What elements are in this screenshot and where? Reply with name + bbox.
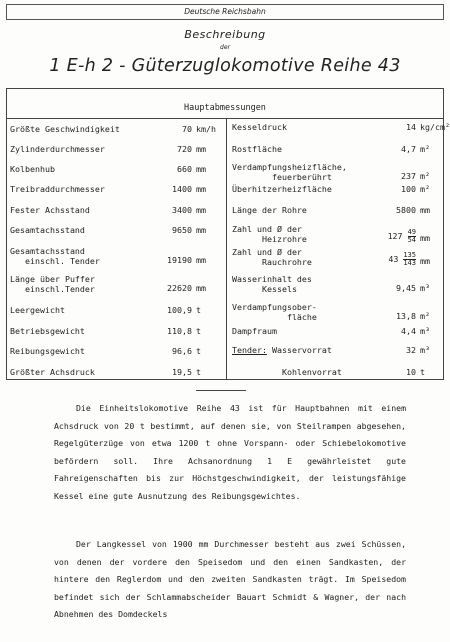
row-label-text: Größter Achsdruck <box>10 367 95 377</box>
row-unit: mm <box>196 205 206 215</box>
row-label-text: Gesamtachsstand <box>10 225 85 235</box>
row-value-number: 3400 <box>172 205 192 215</box>
row-label <box>232 275 312 294</box>
railway-name: Deutsche Reichsbahn <box>184 7 266 16</box>
row-label <box>232 163 347 182</box>
row-unit: m² <box>420 311 430 321</box>
row-value-number: 720 <box>177 144 192 154</box>
row-label-text: Wasserinhalt des Kessels <box>232 274 312 294</box>
row-value <box>401 145 416 155</box>
beschreibung-heading: Beschreibung <box>184 28 266 41</box>
row-label-text: Zahl und Ø der Rauchrohre <box>232 247 312 267</box>
row-label <box>232 225 307 244</box>
table-right-column <box>232 118 450 380</box>
row-value <box>401 172 416 182</box>
row-value <box>167 284 192 294</box>
row-value <box>167 306 192 316</box>
row-value-number: 19190 <box>167 255 192 265</box>
row-value <box>172 185 192 195</box>
row-value <box>172 206 192 216</box>
row-unit: t <box>196 326 201 336</box>
row-value <box>172 347 192 357</box>
row-value-number: 110,8 <box>167 326 192 336</box>
row-value <box>177 165 192 175</box>
row-label-text: Rostfläche <box>232 144 282 154</box>
row-unit: m³ <box>420 283 430 293</box>
row-value-number: 100,9 <box>167 305 192 315</box>
row-label <box>10 347 85 357</box>
row-label-text: Verdampfungsober- fläche <box>232 302 317 322</box>
row-value <box>177 145 192 155</box>
row-label <box>10 327 85 337</box>
diameter-fraction <box>403 252 416 267</box>
row-label <box>232 185 332 195</box>
row-label <box>232 303 317 322</box>
page-title: 1 E-h 2 - Güterzuglokomotive Reihe 43 <box>49 56 401 76</box>
header-box <box>6 4 444 20</box>
row-label-text: Betriebsgewicht <box>10 326 85 336</box>
row-unit: t <box>196 305 201 315</box>
fraction-denominator: 143 <box>403 259 416 267</box>
row-label-text: Zahl und Ø der Heizrohre <box>232 224 307 244</box>
row-unit: mm <box>420 205 430 215</box>
row-value-number: 127 <box>387 231 403 241</box>
fraction-denominator: 54 <box>407 236 416 244</box>
diameter-fraction <box>408 229 416 244</box>
table-column-divider <box>226 118 227 380</box>
row-unit: m³ <box>420 326 430 336</box>
row-unit: t <box>196 367 201 377</box>
row-unit: mm <box>196 255 206 265</box>
paragraph-2: Der Langkessel von 1900 mm Durchmesser besteht aus zwei Schüssen, von denen der vordere den Speisedom und den einen Sandkasten, der hintere den Reglerdom und den zweiten Sandkasten trägt. Im Speisedom befindet sich der Schlammabscheider Bauart Schmidt & Wagner, der nach Abnehmen des Domdeckels <box>54 539 406 619</box>
row-label <box>10 185 105 195</box>
row-value-number: 1400 <box>172 184 192 194</box>
row-value <box>167 256 192 266</box>
row-label-text: Reibungsgewicht <box>10 346 85 356</box>
row-label-text: Leergewicht <box>10 305 65 315</box>
row-label-text: Dampfraum <box>232 326 277 336</box>
row-value <box>396 312 416 322</box>
row-value-number: 10 <box>406 367 416 377</box>
row-unit: t <box>420 367 425 377</box>
row-label <box>10 145 105 155</box>
row-value-number: 14 <box>406 122 416 132</box>
row-value-number: 19,5 <box>172 367 192 377</box>
row-label <box>232 327 277 337</box>
row-label <box>10 247 100 266</box>
row-unit: m³ <box>420 345 430 355</box>
row-label <box>10 226 85 236</box>
row-label <box>232 368 342 378</box>
row-value-number: 100 <box>401 184 416 194</box>
row-value <box>401 185 416 195</box>
row-value <box>172 226 192 236</box>
row-unit: m² <box>420 171 430 181</box>
row-unit: mm <box>196 164 206 174</box>
fraction-numerator: 49 <box>407 228 416 236</box>
row-label-text: Gesamtachsstand einschl. Tender <box>10 246 100 266</box>
row-value <box>406 368 416 378</box>
row-value <box>401 327 416 337</box>
row-unit: mm <box>196 184 206 194</box>
row-label <box>232 123 287 133</box>
row-value-number: 96,6 <box>172 346 192 356</box>
row-value <box>172 368 192 378</box>
row-value-number: 660 <box>177 164 192 174</box>
row-label <box>10 165 55 175</box>
row-label-text: Kohlenvorrat <box>232 367 342 377</box>
row-unit: mm <box>196 225 206 235</box>
row-label-text: Kolbenhub <box>10 164 55 174</box>
row-label-text: Verdampfungsheizfläche, feuerberührt <box>232 162 347 182</box>
table-heading: Hauptabmessungen <box>184 103 266 113</box>
row-unit: kg/cm² <box>420 122 450 132</box>
row-label-text: Größte Geschwindigkeit <box>10 124 120 134</box>
row-value <box>406 123 416 133</box>
row-label-text: Wasservorrat <box>266 345 332 355</box>
tender-label: Tender: <box>232 345 267 355</box>
row-label <box>10 125 120 135</box>
row-unit: m² <box>420 144 430 154</box>
row-value-number: 32 <box>406 345 416 355</box>
row-value <box>388 252 416 267</box>
row-value-number: 13,8 <box>396 311 416 321</box>
row-label-text: Fester Achsstand <box>10 205 90 215</box>
row-value <box>182 125 192 135</box>
paragraph-1: Die Einheitslokomotive Reihe 43 ist für Hauptbahnen mit einem Achsdruck von 20 t bestimmt, auf denen sie, von Steilrampen abgesehen, Regelgüterzüge von etwa 1200 t ohne Vorspann- oder Schiebelokomotive befördern soll. Ihre Achsanordnung 1 E gewährleistet gute Fahreigenschaften bis zur Höchstgeschwindigkeit, der leistungsfähige Kessel eine gute Ausnutzung des Reibungsgewichtes. <box>54 403 406 501</box>
row-value <box>396 284 416 294</box>
row-value <box>406 346 416 356</box>
row-unit: mm <box>420 233 430 243</box>
row-value-number: 43 <box>388 254 399 264</box>
row-unit: mm <box>196 144 206 154</box>
row-label <box>232 145 282 155</box>
row-value-number: 9650 <box>172 225 192 235</box>
row-label <box>10 275 95 294</box>
der-word: der <box>220 44 230 51</box>
row-value-number: 4,4 <box>401 326 416 336</box>
row-unit: mm <box>196 283 206 293</box>
row-value-number: 5800 <box>396 205 416 215</box>
row-label <box>10 368 95 378</box>
row-label <box>232 248 312 267</box>
row-unit: t <box>196 346 201 356</box>
row-label-text: Kesseldruck <box>232 122 287 132</box>
row-unit: km/h <box>196 124 216 134</box>
row-unit: mm <box>420 256 430 266</box>
row-label-text: Länge über Puffer einschl.Tender <box>10 274 95 294</box>
row-label-text: Treibraddurchmesser <box>10 184 105 194</box>
row-label <box>232 206 307 216</box>
row-label-text: Länge der Rohre <box>232 205 307 215</box>
row-label <box>10 206 90 216</box>
row-label-text: Zylinderdurchmesser <box>10 144 105 154</box>
row-label-text: Überhitzerheizfläche <box>232 184 332 194</box>
row-value-number: 22620 <box>167 283 192 293</box>
row-unit: m² <box>420 184 430 194</box>
row-value <box>396 206 416 216</box>
row-value <box>167 327 192 337</box>
row-label <box>232 346 332 356</box>
table-left-column <box>10 118 222 380</box>
row-value-number: 4,7 <box>401 144 416 154</box>
row-label <box>10 306 65 316</box>
row-value-number: 9,45 <box>396 283 416 293</box>
row-value <box>388 229 416 244</box>
fraction-numerator: 135 <box>403 251 416 259</box>
section-divider <box>196 390 246 391</box>
row-value-number: 70 <box>182 124 192 134</box>
row-value-number: 237 <box>401 171 416 181</box>
